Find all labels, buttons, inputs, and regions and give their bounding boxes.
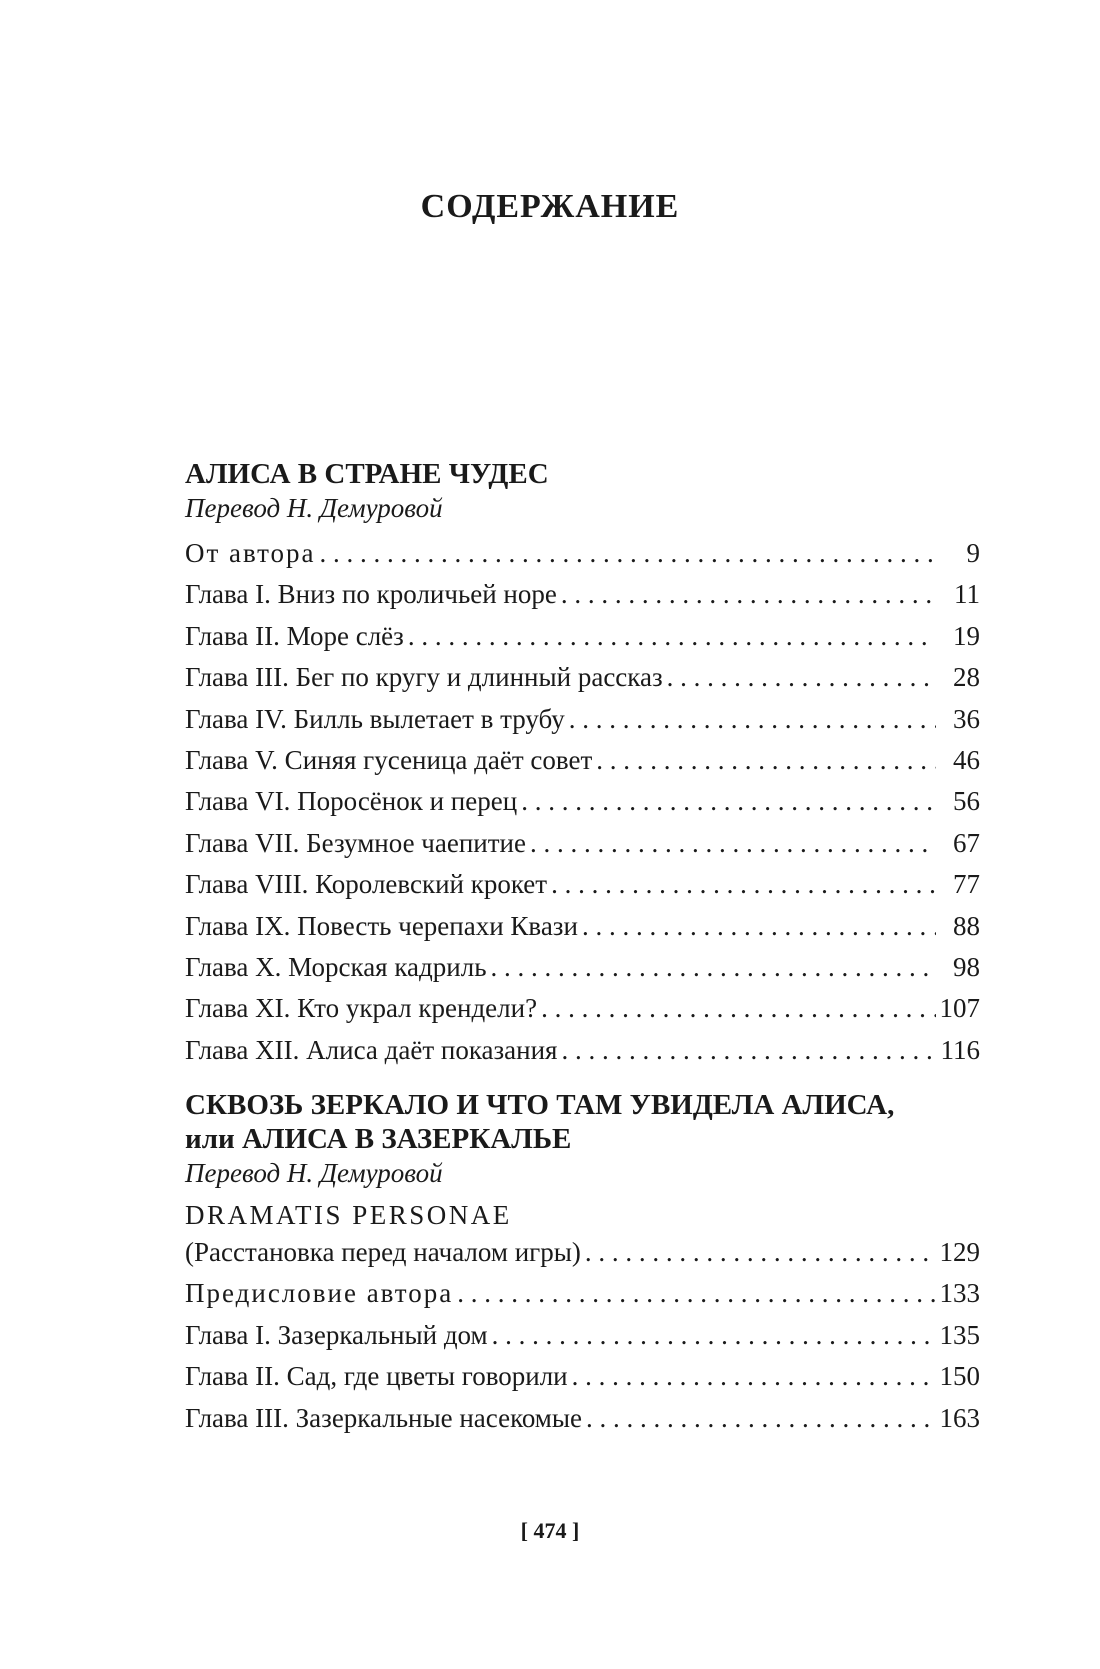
- toc-entry-page: 150: [939, 1361, 980, 1392]
- toc-entry-page: 98: [953, 951, 980, 982]
- toc-entry-label: Глава XII. Алиса даёт показания: [185, 1034, 558, 1065]
- toc-entry-label: Глава I. Зазеркальный дом: [185, 1319, 488, 1350]
- toc-entry-label: Глава III. Бег по кругу и длинный рассказ: [185, 662, 663, 693]
- toc-entry-page: 46: [953, 744, 980, 775]
- section-title-alt: АЛИСА В ЗАЗЕРКАЛЬЕ: [241, 1123, 572, 1155]
- toc-entry-label: Глава VIII. Королевский крокет: [185, 869, 548, 900]
- toc-entry: [185, 947, 980, 988]
- dot-leader: [541, 988, 935, 1029]
- toc-entry-page: 9: [966, 538, 980, 568]
- toc-entry-page: 107: [939, 993, 980, 1024]
- toc-entry: [185, 781, 980, 822]
- toc-entry: [185, 1273, 980, 1314]
- dot-leader: [491, 947, 936, 988]
- toc-entry: [185, 823, 980, 864]
- section-through-looking-glass: [185, 1088, 980, 1439]
- toc-entry-page: 11: [954, 579, 980, 610]
- dot-leader: [582, 906, 936, 947]
- toc-entry-page: 19: [953, 620, 980, 651]
- toc-entry-page: 116: [940, 1034, 980, 1065]
- section-title: АЛИСА В СТРАНЕ ЧУДЕС: [185, 458, 549, 490]
- toc-entry: [185, 616, 980, 657]
- dot-leader: [561, 574, 936, 615]
- dot-leader: [320, 533, 936, 574]
- toc-entry-page: 77: [953, 869, 980, 900]
- toc-entry: [185, 699, 980, 740]
- toc-entry-page: 28: [953, 662, 980, 693]
- dot-leader: [572, 1356, 936, 1397]
- section-title-conjunction: или: [185, 1123, 235, 1155]
- toc-entry-label: Глава VII. Безумное чаепитие: [185, 827, 526, 858]
- dot-leader: [521, 781, 936, 822]
- toc-entry: [185, 657, 980, 698]
- toc-entry: [185, 1356, 980, 1397]
- dot-leader: [569, 699, 936, 740]
- dot-leader: [408, 616, 936, 657]
- toc-entry-page: 88: [953, 910, 980, 941]
- dot-leader: [585, 1232, 936, 1273]
- toc-entry-label: (Расстановка перед началом игры): [185, 1237, 581, 1267]
- toc-entry-label: От автора: [185, 538, 316, 568]
- toc-entry-page: 133: [939, 1278, 980, 1309]
- section-title: [185, 1088, 980, 1156]
- toc-entry-page: 56: [953, 786, 980, 817]
- toc-entry: [185, 864, 980, 905]
- toc-entry-label: Глава IX. Повесть черепахи Квази: [185, 910, 578, 941]
- toc-list: [185, 533, 980, 1071]
- translator-credit: Перевод Н. Демуровой: [185, 1158, 443, 1188]
- dot-leader: [551, 864, 936, 905]
- dramatis-personae-heading: DRAMATIS PERSONAE: [185, 1200, 512, 1230]
- dot-leader: [667, 657, 936, 698]
- toc-entry-label: Глава I. Вниз по кроличьей норе: [185, 579, 557, 610]
- section-title-line1: СКВОЗЬ ЗЕРКАЛО И ЧТО ТАМ УВИДЕЛА АЛИСА,: [185, 1089, 895, 1121]
- page-title: СОДЕРЖАНИЕ: [420, 188, 680, 225]
- toc-entry-label: Глава X. Морская кадриль: [185, 951, 487, 982]
- toc-entry-label: Предисловие автора: [185, 1278, 454, 1309]
- toc-entry: [185, 1315, 980, 1356]
- toc-entry: [185, 740, 980, 781]
- toc-entry-label: Глава IV. Билль вылетает в трубу: [185, 703, 565, 734]
- toc-entry-page: 129: [939, 1237, 980, 1267]
- toc-entry-label: Глава XI. Кто украл крендели?: [185, 993, 538, 1024]
- toc-entry: [185, 1398, 980, 1439]
- toc-entry-page: 163: [939, 1402, 980, 1433]
- dot-leader: [457, 1273, 935, 1314]
- dot-leader: [586, 1398, 935, 1439]
- toc-entry-page: 67: [953, 827, 980, 858]
- toc-entry-page: 36: [953, 703, 980, 734]
- toc-entry-label: Глава V. Синяя гусеница даёт совет: [185, 744, 593, 775]
- toc-entry: [185, 988, 980, 1029]
- section-alice-wonderland: [185, 457, 980, 1071]
- toc-list: [185, 1232, 980, 1439]
- section-title-line2: [185, 1122, 980, 1156]
- toc-entry: [185, 574, 980, 615]
- toc-entry-label: Глава II. Море слёз: [185, 620, 404, 651]
- toc-entry-label: Глава VI. Поросёнок и перец: [185, 786, 518, 817]
- toc-entry: [185, 533, 980, 574]
- dot-leader: [492, 1315, 936, 1356]
- toc-entry-label: Глава II. Сад, где цветы говорили: [185, 1361, 568, 1392]
- toc-entry: [185, 1030, 980, 1071]
- dot-leader: [596, 740, 936, 781]
- toc-entry: [185, 906, 980, 947]
- dot-leader: [530, 823, 936, 864]
- toc-entry: [185, 1232, 980, 1273]
- dot-leader: [561, 1030, 936, 1071]
- toc-entry-label: Глава III. Зазеркальные насекомые: [185, 1402, 583, 1433]
- page-number: [ 474 ]: [520, 1518, 580, 1543]
- translator-credit: Перевод Н. Демуровой: [185, 493, 443, 523]
- toc-entry-page: 135: [939, 1319, 980, 1350]
